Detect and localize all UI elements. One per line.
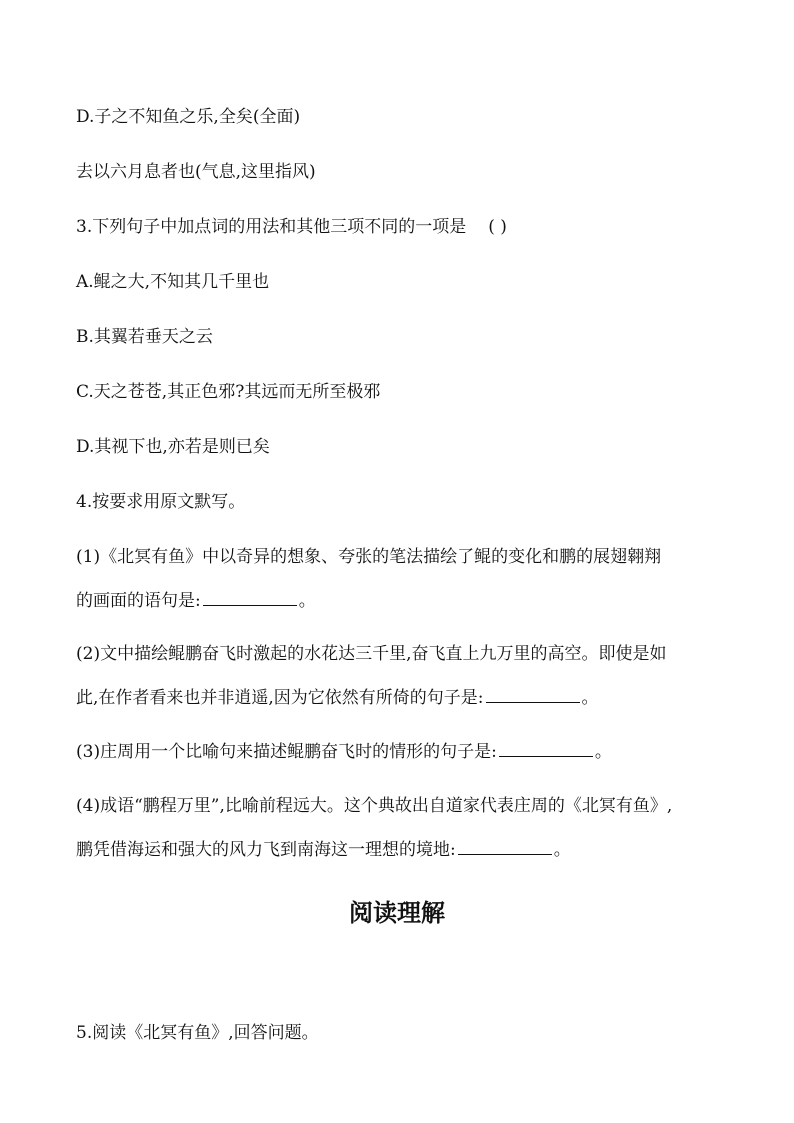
option-d-line: D.子之不知鱼之乐,全矣(全面) <box>76 107 301 127</box>
question-3-text: 3.下列句子中加点词的用法和其他三项不同的一项是 <box>76 217 467 237</box>
subquestion-4-line-1: (4)成语“鹏程万里”,比喻前程远大。这个典故出自道家代表庄周的《北冥有鱼》, <box>76 796 673 816</box>
subquestion-1-line-1: (1)《北冥有鱼》中以奇异的想象、夸张的笔法描绘了鲲的变化和鹏的展翅翱翔 <box>76 547 662 567</box>
subquestion-3-text: (3)庄周用一个比喻句来描述鲲鹏奋飞时的情形的句子是: <box>76 742 497 762</box>
subquestion-4-line-2 <box>76 839 571 861</box>
answer-blank[interactable] <box>499 742 593 757</box>
question-4: 4.按要求用原文默写。 <box>76 492 246 512</box>
period: 。 <box>553 840 571 860</box>
answer-blank[interactable] <box>458 840 552 855</box>
answer-parentheses: ( ) <box>488 217 507 237</box>
period: 。 <box>298 591 316 611</box>
question-5: 5.阅读《北冥有鱼》,回答问题。 <box>76 1023 319 1043</box>
note-line: 去以六月息者也(气息,这里指风) <box>76 162 316 182</box>
option-c: C.天之苍苍,其正色邪?其远而无所至极邪 <box>76 382 381 402</box>
answer-blank[interactable] <box>486 688 580 703</box>
section-heading: 阅读理解 <box>349 899 445 927</box>
subquestion-2-line-1: (2)文中描绘鲲鹏奋飞时激起的水花达三千里,奋飞直上九万里的高空。即使是如 <box>76 644 667 664</box>
subquestion-3-line <box>76 741 612 763</box>
subquestion-2-text: 此,在作者看来也并非逍遥,因为它依然有所倚的句子是: <box>76 688 484 708</box>
question-3 <box>76 216 507 238</box>
option-a: A.鲲之大,不知其几千里也 <box>76 272 270 292</box>
subquestion-1-line-2 <box>76 590 316 612</box>
subquestion-2-line-2 <box>76 687 599 709</box>
option-d: D.其视下也,亦若是则已矣 <box>76 437 270 457</box>
period: 。 <box>594 742 612 762</box>
answer-blank[interactable] <box>203 591 297 606</box>
option-b: B.其翼若垂天之云 <box>76 327 213 347</box>
subquestion-1-text: 的画面的语句是: <box>76 591 201 611</box>
subquestion-4-text: 鹏凭借海运和强大的风力飞到南海这一理想的境地: <box>76 840 456 860</box>
period: 。 <box>581 688 599 708</box>
